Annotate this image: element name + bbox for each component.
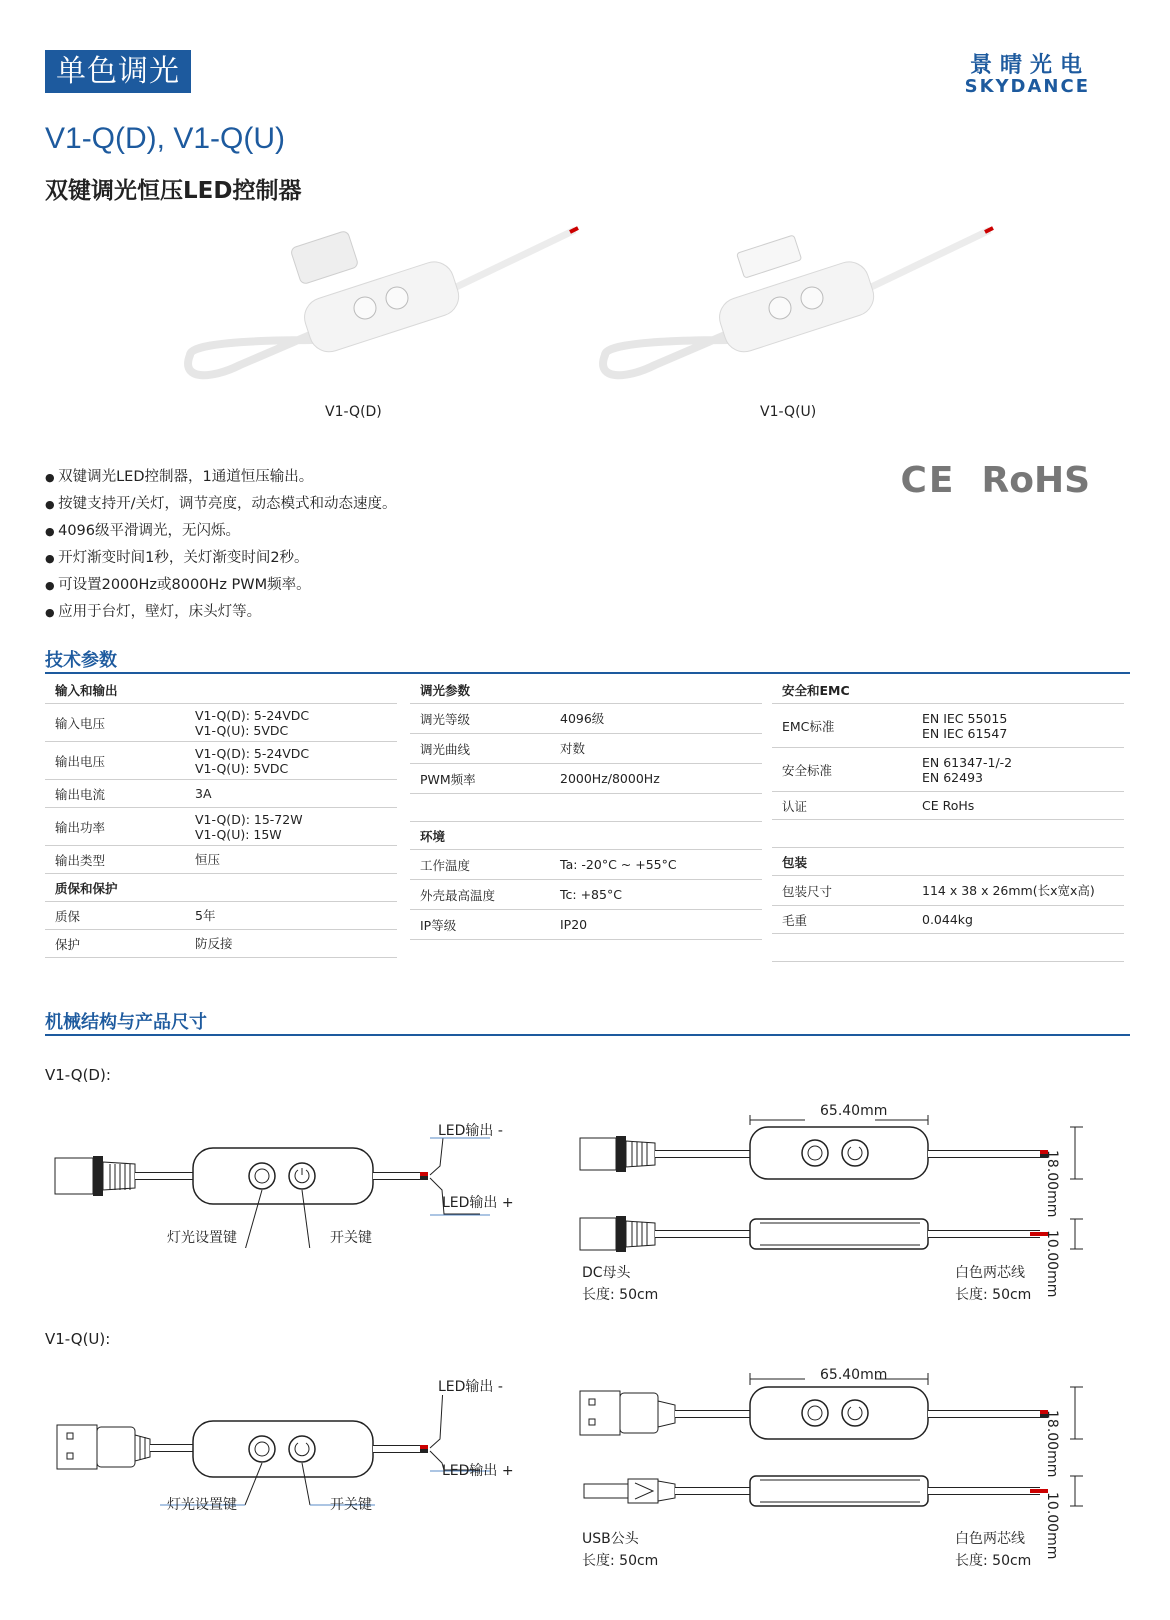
specs-col-safety	[772, 676, 1124, 962]
specs-title: 技术参数	[45, 650, 117, 671]
col-head: 输入和输出	[55, 682, 118, 698]
photo-label-dc: V1-Q(D)	[325, 404, 382, 420]
spec-value: 5年	[195, 908, 216, 923]
led-plus-label: LED输出 +	[442, 1195, 514, 1211]
spec-key: 输入电压	[55, 715, 106, 731]
col-head: 质保和保护	[55, 880, 118, 896]
diagram-dc-dims	[575, 1105, 1115, 1270]
product-photo-dc	[180, 220, 600, 390]
feature-list	[45, 464, 397, 626]
spec-key: 输出电压	[55, 753, 106, 769]
connector-length: 长度: 50cm	[582, 1287, 659, 1303]
spec-value: V1-Q(U): 5VDC	[195, 760, 289, 776]
spec-key: 输出电流	[55, 786, 106, 802]
category-badge: 单色调光	[45, 50, 191, 93]
spec-value: 2000Hz/8000Hz	[560, 771, 660, 786]
wire-length: 长度: 50cm	[955, 1287, 1032, 1303]
thickness-dim-label: 10.00mm	[1044, 1492, 1060, 1560]
spec-key: 安全标准	[782, 762, 833, 778]
spec-key: 毛重	[782, 912, 808, 928]
led-minus-label: LED输出 -	[438, 1379, 503, 1395]
ce-mark: CE	[900, 460, 956, 501]
spec-value: CE RoHs	[922, 798, 975, 813]
led-plus-label: LED输出 +	[442, 1463, 514, 1479]
spec-value: 3A	[195, 786, 212, 801]
height-dim-label: 18.00mm	[1044, 1150, 1060, 1218]
spec-value: EN IEC 55015	[922, 710, 1008, 726]
col-head: 包装	[782, 854, 808, 870]
wire-length: 长度: 50cm	[955, 1553, 1032, 1569]
product-subtitle: 双键调光恒压LED控制器	[45, 178, 302, 204]
spec-key: 输出功率	[55, 819, 106, 835]
thickness-dim-label: 10.00mm	[1044, 1230, 1060, 1298]
connector-name: DC母头	[582, 1265, 631, 1281]
width-dim-label: 65.40mm	[820, 1103, 888, 1119]
spec-value: 0.044kg	[922, 912, 973, 927]
spec-key: 质保	[55, 908, 81, 924]
photo-label-usb: V1-Q(U)	[760, 404, 817, 420]
feature-item: ● 开灯渐变时间1秒，关灯渐变时间2秒。	[45, 545, 397, 572]
power-key-label: 开关键	[330, 1230, 372, 1246]
feature-item: ● 应用于台灯，壁灯，床头灯等。	[45, 599, 397, 626]
feature-item: ● 按键支持开/关灯，调节亮度，动态模式和动态速度。	[45, 491, 397, 518]
width-dim-label: 65.40mm	[820, 1367, 888, 1383]
mech-title: 机械结构与产品尺寸	[45, 1012, 207, 1033]
brand-name-en: SKYDANCE	[964, 76, 1090, 97]
spec-value: EN 61347-1/-2	[922, 754, 1013, 770]
wire-name: 白色两芯线	[955, 1265, 1025, 1281]
spec-value: 114 x 38 x 26mm(长x宽x高)	[922, 883, 1095, 898]
light-key-label: 灯光设置键	[167, 1497, 237, 1513]
feature-item: ● 可设置2000Hz或8000Hz PWM频率。	[45, 572, 397, 599]
mech-divider	[45, 1034, 1130, 1036]
spec-value: Ta: -20°C ~ +55°C	[560, 857, 677, 872]
spec-key: 外壳最高温度	[420, 887, 496, 903]
mech-label-usb: V1-Q(U):	[45, 1330, 111, 1348]
spec-value: 对数	[560, 741, 586, 756]
spec-value: IP20	[560, 917, 588, 932]
spec-key: PWM频率	[420, 771, 476, 787]
feature-item: ● 4096级平滑调光，无闪烁。	[45, 518, 397, 545]
spec-key: 工作温度	[420, 857, 471, 873]
rohs-mark: RoHS	[981, 460, 1090, 501]
spec-key: 调光等级	[420, 711, 471, 727]
power-key-label: 开关键	[330, 1497, 372, 1513]
spec-value: 恒压	[195, 852, 221, 867]
spec-value: Tc: +85°C	[560, 887, 622, 902]
specs-divider	[45, 672, 1130, 674]
brand-name-cn: 景晴光电	[969, 53, 1090, 78]
wire-name: 白色两芯线	[955, 1531, 1025, 1547]
led-minus-label: LED输出 -	[438, 1123, 503, 1139]
spec-value: 防反接	[195, 936, 233, 951]
spec-key: 调光曲线	[420, 741, 471, 757]
mech-label-dc: V1-Q(D):	[45, 1066, 111, 1084]
spec-value: V1-Q(U): 15W	[195, 826, 282, 842]
spec-key: 保护	[55, 936, 81, 952]
spec-key: IP等级	[420, 917, 457, 933]
spec-value: V1-Q(U): 5VDC	[195, 722, 289, 738]
light-key-label: 灯光设置键	[167, 1230, 237, 1246]
feature-item: ● 双键调光LED控制器，1通道恒压输出。	[45, 464, 397, 491]
col-head: 调光参数	[420, 682, 471, 698]
spec-value: EN IEC 61547	[922, 725, 1008, 741]
connector-length: 长度: 50cm	[582, 1553, 659, 1569]
diagram-usb-dims	[575, 1367, 1115, 1527]
col-head: 环境	[420, 828, 446, 844]
certification-marks	[900, 460, 1090, 501]
col-head: 安全和EMC	[782, 682, 850, 698]
product-photo-usb	[595, 220, 1015, 390]
spec-value: V1-Q(D): 15-72W	[195, 811, 303, 827]
spec-key: 认证	[782, 798, 808, 814]
spec-key: EMC标准	[782, 718, 835, 734]
specs-col-io	[45, 676, 397, 958]
specs-col-dimming	[410, 676, 762, 940]
height-dim-label: 18.00mm	[1044, 1410, 1060, 1478]
model-title: V1-Q(D), V1-Q(U)	[45, 122, 285, 155]
spec-value: 4096级	[560, 711, 605, 726]
spec-value: V1-Q(D): 5-24VDC	[195, 707, 310, 723]
spec-value: V1-Q(D): 5-24VDC	[195, 745, 310, 761]
spec-key: 输出类型	[55, 852, 106, 868]
spec-value: EN 62493	[922, 769, 983, 785]
spec-key: 包装尺寸	[782, 883, 833, 899]
connector-name: USB公头	[582, 1531, 639, 1547]
